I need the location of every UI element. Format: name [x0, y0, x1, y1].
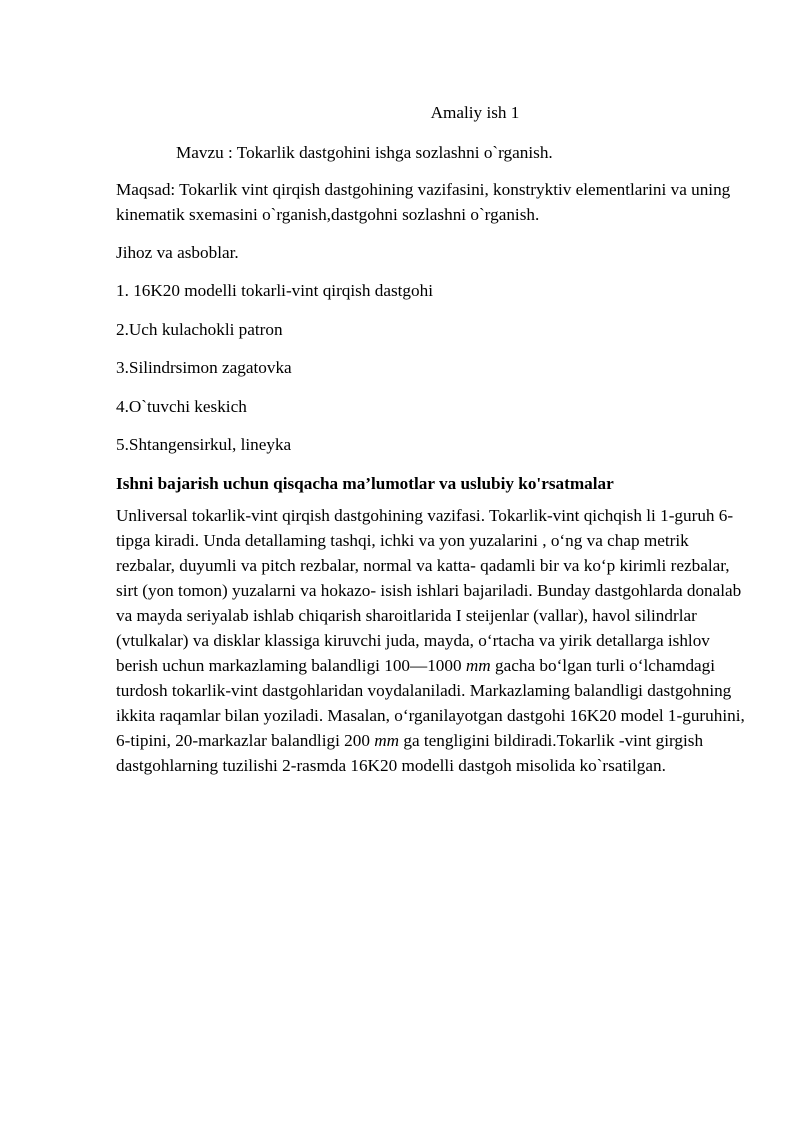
list-item: 5.Shtangensirkul, lineyka — [116, 435, 292, 454]
body-text-part: Unliversal tokarlik-vint qirqish dastgohining vazifasi. Tokarlik-vint qichqish li 1-guruh 6-tipga kiradi. Unda detallaming tashqi, ichki va yon yuzalarini , o‘ng va chap metrik rezbalar, duyumli va pitch rezbalar, normal va katta- qadamli bir va ko‘p kirimli rezbalar, sirt (yon tomon) yuzalarni va hokazo- isish ishlari bajariladi. Bunday dastgohlarda donalab va mayda seriyalab ishlab chiqarish sharoitlarida I steijenlar (vallar), havol silindrlar (vtulkalar) va disklar klassiga kiruvchi juda, mayda, o‘rtacha va yirik detallarga ishlov berish uchun markazlaming balandligi 100—1000 — [116, 505, 742, 675]
document-topic: Mavzu : Tokarlik dastgohini ishga sozlashni o`rganish. — [176, 143, 553, 162]
body-paragraph — [116, 503, 746, 778]
equipment-list — [116, 278, 746, 457]
document-purpose: Maqsad: Tokarlik vint qirqish dastgohining vazifasini, konstryktiv elementlarini va uning kinematik sxemasini o`rganish,dastgohni sozlashni o`rganish. — [116, 180, 731, 224]
list-item: 4.O`tuvchi keskich — [116, 396, 247, 416]
list-item: 1. 16K20 modelli tokarli-vint qirqish dastgohi — [116, 281, 433, 300]
list-item: 3.Silindrsimon zagatovka — [116, 358, 292, 377]
section-heading: Ishni bajarish uchun qisqacha ma’lumotlar va uslubiy ko'rsatmalar — [116, 473, 614, 493]
document-title: Amaliy ish 1 — [430, 103, 520, 122]
equipment-heading: Jihoz va asboblar. — [116, 243, 239, 262]
body-text-part: gacha bo‘lgan turli o‘lchamdagi turdosh tokarlik-vint dastgohlaridan voydalaniladi. Markazlaming balandligi dastgohning ikkita raqamlar bilan yoziladi. Masalan, o‘rganilayotgan dastgohi 16K20 model 1-guruhini, 6-tipini, 20-markazlar balandligi 200 — [116, 655, 745, 750]
unit-label: mm — [374, 730, 400, 750]
unit-label: mm — [465, 655, 491, 675]
document-content — [116, 100, 746, 778]
list-item: 2.Uch kulachokli patron — [116, 319, 283, 339]
body-text-part: ga tengligini bildiradi.Tokarlik -vint girgish dastgohlarning tuzilishi 2-rasmda 16K20 modelli dastgoh misolida ko`rsatilgan. — [116, 730, 704, 775]
